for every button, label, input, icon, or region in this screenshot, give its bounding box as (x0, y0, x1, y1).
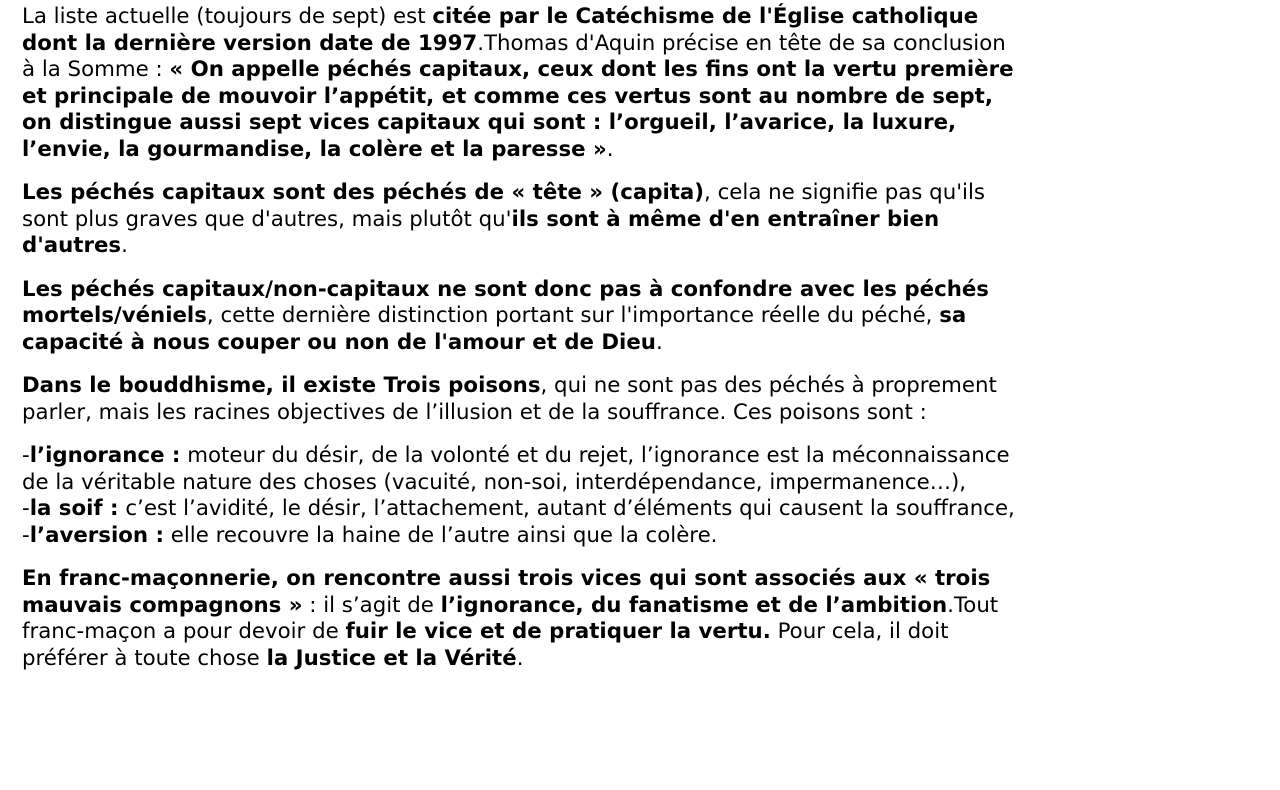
bold-text-segment: fuir le vice et de pratiquer la vertu. (345, 619, 771, 644)
paragraph-catechism (22, 4, 1022, 163)
text-segment: La liste actuelle (toujours de sept) est (22, 4, 433, 29)
text-segment: Pour cela, il doit préférer à toute chose (22, 619, 949, 671)
bold-text-segment: « On appelle péchés capitaux, ceux dont les fins ont la vertu première et principale de mouvoir l’appétit, et comme ces vertus sont au nombre de sept, on distingue aussi sept vices capitaux qui sont : l’orgueil, l’avarice, la luxure, l’envie, la gourmandise, la colère et la paresse » (22, 57, 1014, 162)
bold-text-segment: citée par le Catéchisme de l'Église catholique dont la dernière version date de 1997 (22, 4, 979, 56)
bold-text-segment: la Justice et la Vérité (266, 645, 517, 671)
list-item (22, 443, 1010, 495)
paragraph-mortels-veniels (22, 277, 1022, 357)
text-segment: , cela ne signifie pas qu'ils sont plus graves que d'autres, mais plutôt qu' (22, 180, 985, 232)
bold-text-segment: la soif : (29, 496, 119, 521)
bold-text-segment: l’aversion : (29, 522, 164, 548)
text-segment: - (22, 443, 30, 468)
text-segment: moteur du désir, de la volonté et du rejet, l’ignorance est la méconnaissance de la véritable nature des choses (vacuité, non-soi, interdépendance, impermanence…), (22, 443, 1010, 495)
bold-text-segment: En franc-maçonnerie, on rencontre aussi trois vices qui sont associés aux « trois mauvais compagnons » (22, 566, 991, 618)
paragraph-bouddhisme (22, 373, 1022, 426)
text-segment: - (22, 522, 30, 548)
text-segment: , qui ne sont pas des péchés à proprement parler, mais les racines objectives de l’illusion et de la souffrance. Ces poisons sont : (22, 373, 997, 425)
list-item (22, 496, 1015, 521)
text-segment: . (606, 136, 614, 162)
text-segment: elle recouvre la haine de l’autre ainsi que la colère. (163, 522, 718, 548)
text-segment: . (516, 645, 524, 671)
text-segment: - (22, 496, 30, 521)
text-segment: : il s’agit de (302, 592, 441, 618)
bold-text-segment: l’ignorance : (29, 443, 181, 468)
list-item (22, 523, 717, 548)
text-segment: .Thomas d'Aquin précise en tête de sa conclusion à la Somme : (22, 30, 1006, 82)
paragraph-capita (22, 180, 1022, 260)
bold-text-segment: Les péchés capitaux sont des péchés de « tête » (capita) (22, 180, 705, 205)
bold-text-segment: Les péchés capitaux/non-capitaux ne sont donc pas à confondre avec les péchés mortels/véniels (22, 276, 989, 328)
bold-text-segment: ils sont à même d'en entraîner bien d'autres (22, 206, 940, 258)
text-segment: .Tout franc-maçon a pour devoir de (22, 592, 999, 644)
text-segment: . (121, 233, 128, 258)
bold-text-segment: l’ignorance, du fanatisme et de l’ambition (440, 592, 948, 618)
document-body (22, 4, 1022, 672)
text-segment: , cette dernière distinction portant sur l'importance réelle du péché, (206, 303, 940, 328)
text-segment: . (655, 329, 663, 355)
bold-text-segment: sa capacité à nous couper ou non de l'amour et de Dieu (22, 303, 967, 355)
paragraph-franc-maconnerie (22, 566, 1022, 672)
text-segment: c’est l’avidité, le désir, l’attachement, autant d’éléments qui causent la souffrance, (118, 496, 1015, 521)
bold-text-segment: Dans le bouddhisme, il existe Trois poisons (22, 373, 541, 398)
paragraph-trois-poisons (22, 443, 1022, 549)
